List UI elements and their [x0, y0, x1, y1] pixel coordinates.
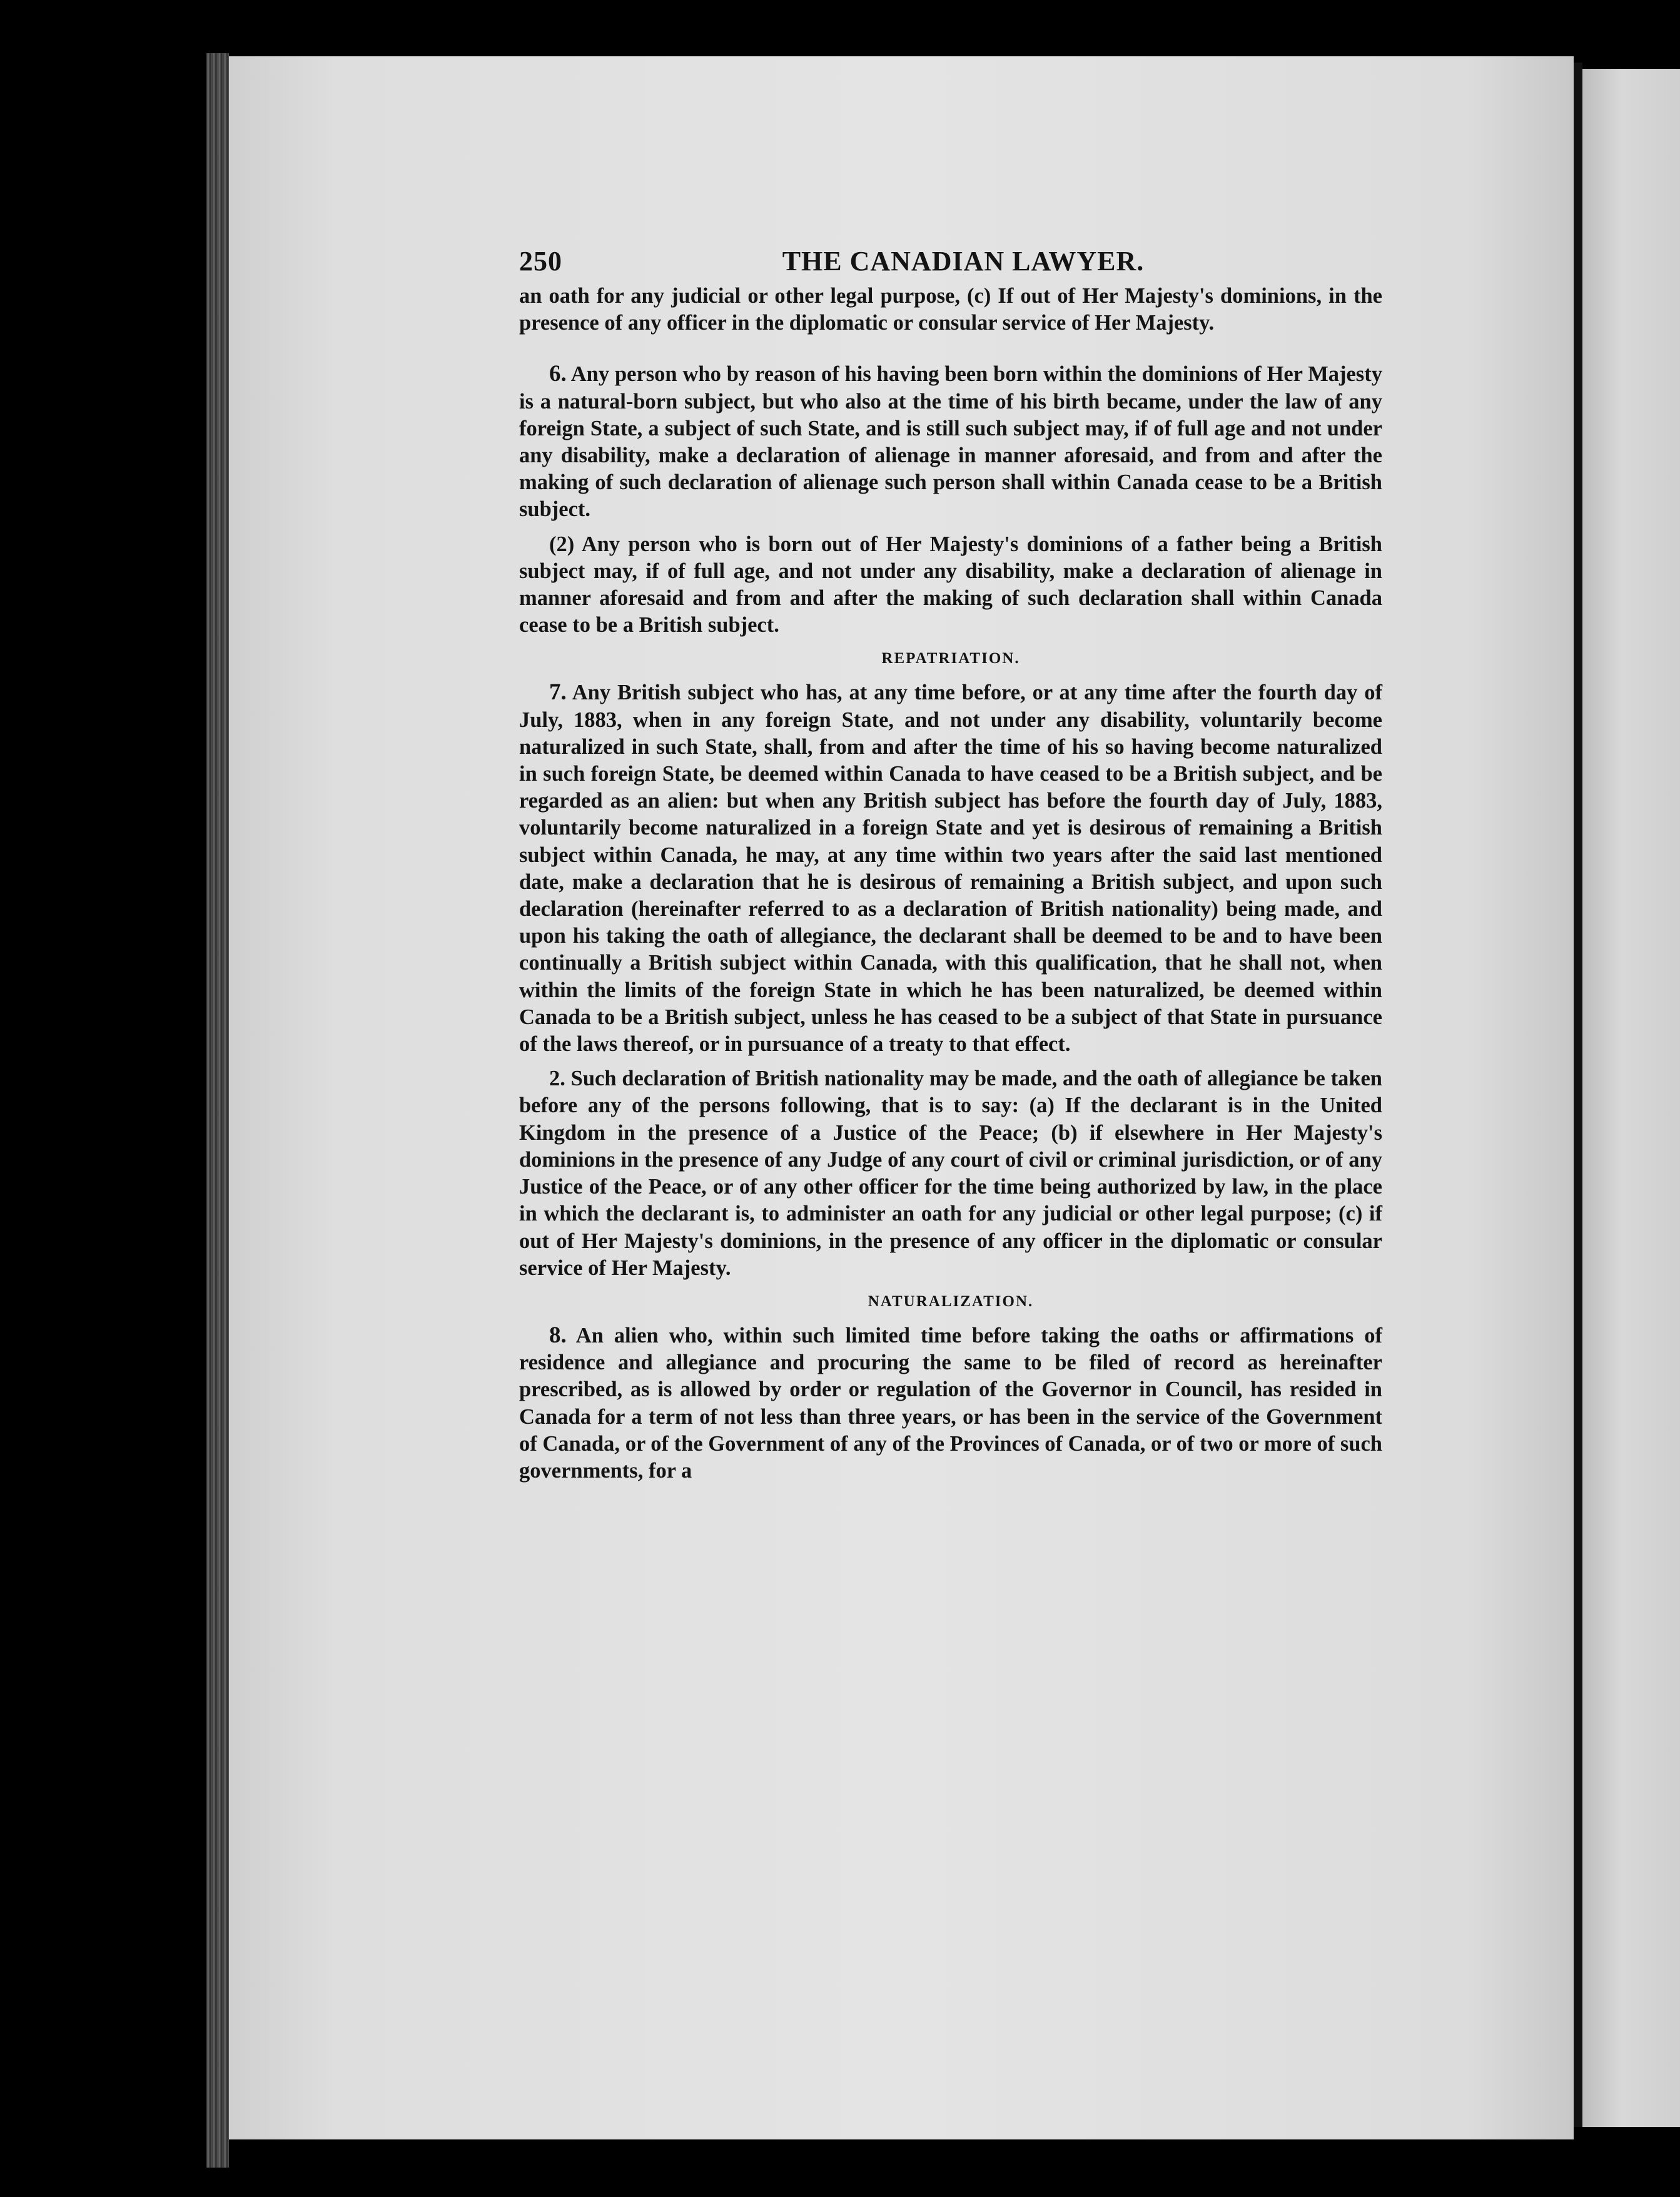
section-7: [519, 679, 1382, 1058]
heading-naturalization: NATURALIZATION.: [868, 1292, 1034, 1310]
section-7-subsection-2: [519, 1065, 1382, 1282]
section-6-subsection-2: [519, 531, 1382, 639]
adjacent-page-edge: [1582, 69, 1680, 2127]
section-number: 8.: [549, 1322, 567, 1348]
paragraph-text: (2) Any person who is born out of Her Majesty's dominions of a father being a British subject may, if of full age, and not under any disability, make a declaration of alienage in manner aforesaid and from and after the making of such declaration shall within Canada cease to be a British subject.: [519, 532, 1382, 637]
running-title: THE CANADIAN LAWYER.: [782, 246, 1145, 277]
heading-repatriation: REPATRIATION.: [881, 650, 1020, 667]
running-head: [519, 245, 1382, 283]
paragraph-text: Any British subject who has, at any time before, or at any time after the fourth day of July, 1883, when in any foreign State, and not under any disability, voluntarily become naturalized in such State, shall, from and after the time of his so having become naturalized in such foreign State, be deemed within Canada to have ceased to be a British subject, and be regarded as an alien: but when any British subject has before the fourth day of July, 1883, voluntarily become naturalized in a foreign State and yet is desirous of remaining a British subject within Canada, he may, at any time within two years after the said last mentioned date, make a declaration that he is desirous of remaining a British subject, and upon such declaration (hereinafter referred to as a declaration of British nationality) being made, and upon his taking the oath of allegiance, the declarant shall be deemed to be and to have been continually a British subject within Canada, with this qualification, that he shall not, when within the limits of the foreign State in which he has been naturalized, be deemed within Canada to be a British subject, unless he has ceased to be a subject of that State in pursuance of the laws thereof, or in pursuance of a treaty to that effect.: [519, 681, 1382, 1057]
page-text: [519, 245, 1382, 1484]
section-number: 7.: [549, 679, 567, 706]
section-number: 6.: [549, 361, 567, 387]
section-8: [519, 1322, 1382, 1484]
book-edge: [206, 53, 229, 2168]
paragraph-text: an oath for any judicial or other legal purpose, (c) If out of Her Majesty's dominions, in the presence of any officer in the diplomatic or consular service of Her Majesty.: [519, 284, 1382, 335]
paragraph-text: Any person who by reason of his having been born within the dominions of Her Majesty is a natural-born subject, but who also at the time of his birth became, under the law of any foreign State, a subject of such State, and is still such subject may, if of full age and not under any disability, make a declaration of alienage in manner aforesaid, and from and after the making of such declaration of alienage such person shall within Canada cease to be a British subject.: [519, 362, 1382, 522]
section-6: [519, 360, 1382, 523]
paragraph-continued: [519, 283, 1382, 337]
page-gutter: [1574, 63, 1582, 2127]
page-number: 250: [519, 246, 562, 277]
paragraph-text: 2. Such declaration of British nationality may be made, and the oath of allegiance be taken before any of the persons following, that is to say: (a) If the declarant is in the United Kingdom in the presence of a Justice of the Peace; (b) if elsewhere in Her Majesty's dominions in the presence of any Judge of any court of civil or criminal jurisdiction, or of any Justice of the Peace, or of any other officer for the time being authorized by law, in the place in which the declarant is, to administer an oath for any judicial or other legal purpose; (c) if out of Her Majesty's dominions, in the presence of any officer in the diplomatic or consular service of Her Majesty.: [519, 1067, 1382, 1280]
paragraph-text: An alien who, within such limited time before taking the oaths or affirmations of residence and allegiance and procuring the same to be filed of record as hereinafter prescribed, as is allowed by order or regulation of the Governor in Council, has resided in Canada for a term of not less than three years, or has been in the service of the Government of Canada, or of the Government of any of the Provinces of Canada, or of two or more of such governments, for a: [519, 1323, 1382, 1483]
